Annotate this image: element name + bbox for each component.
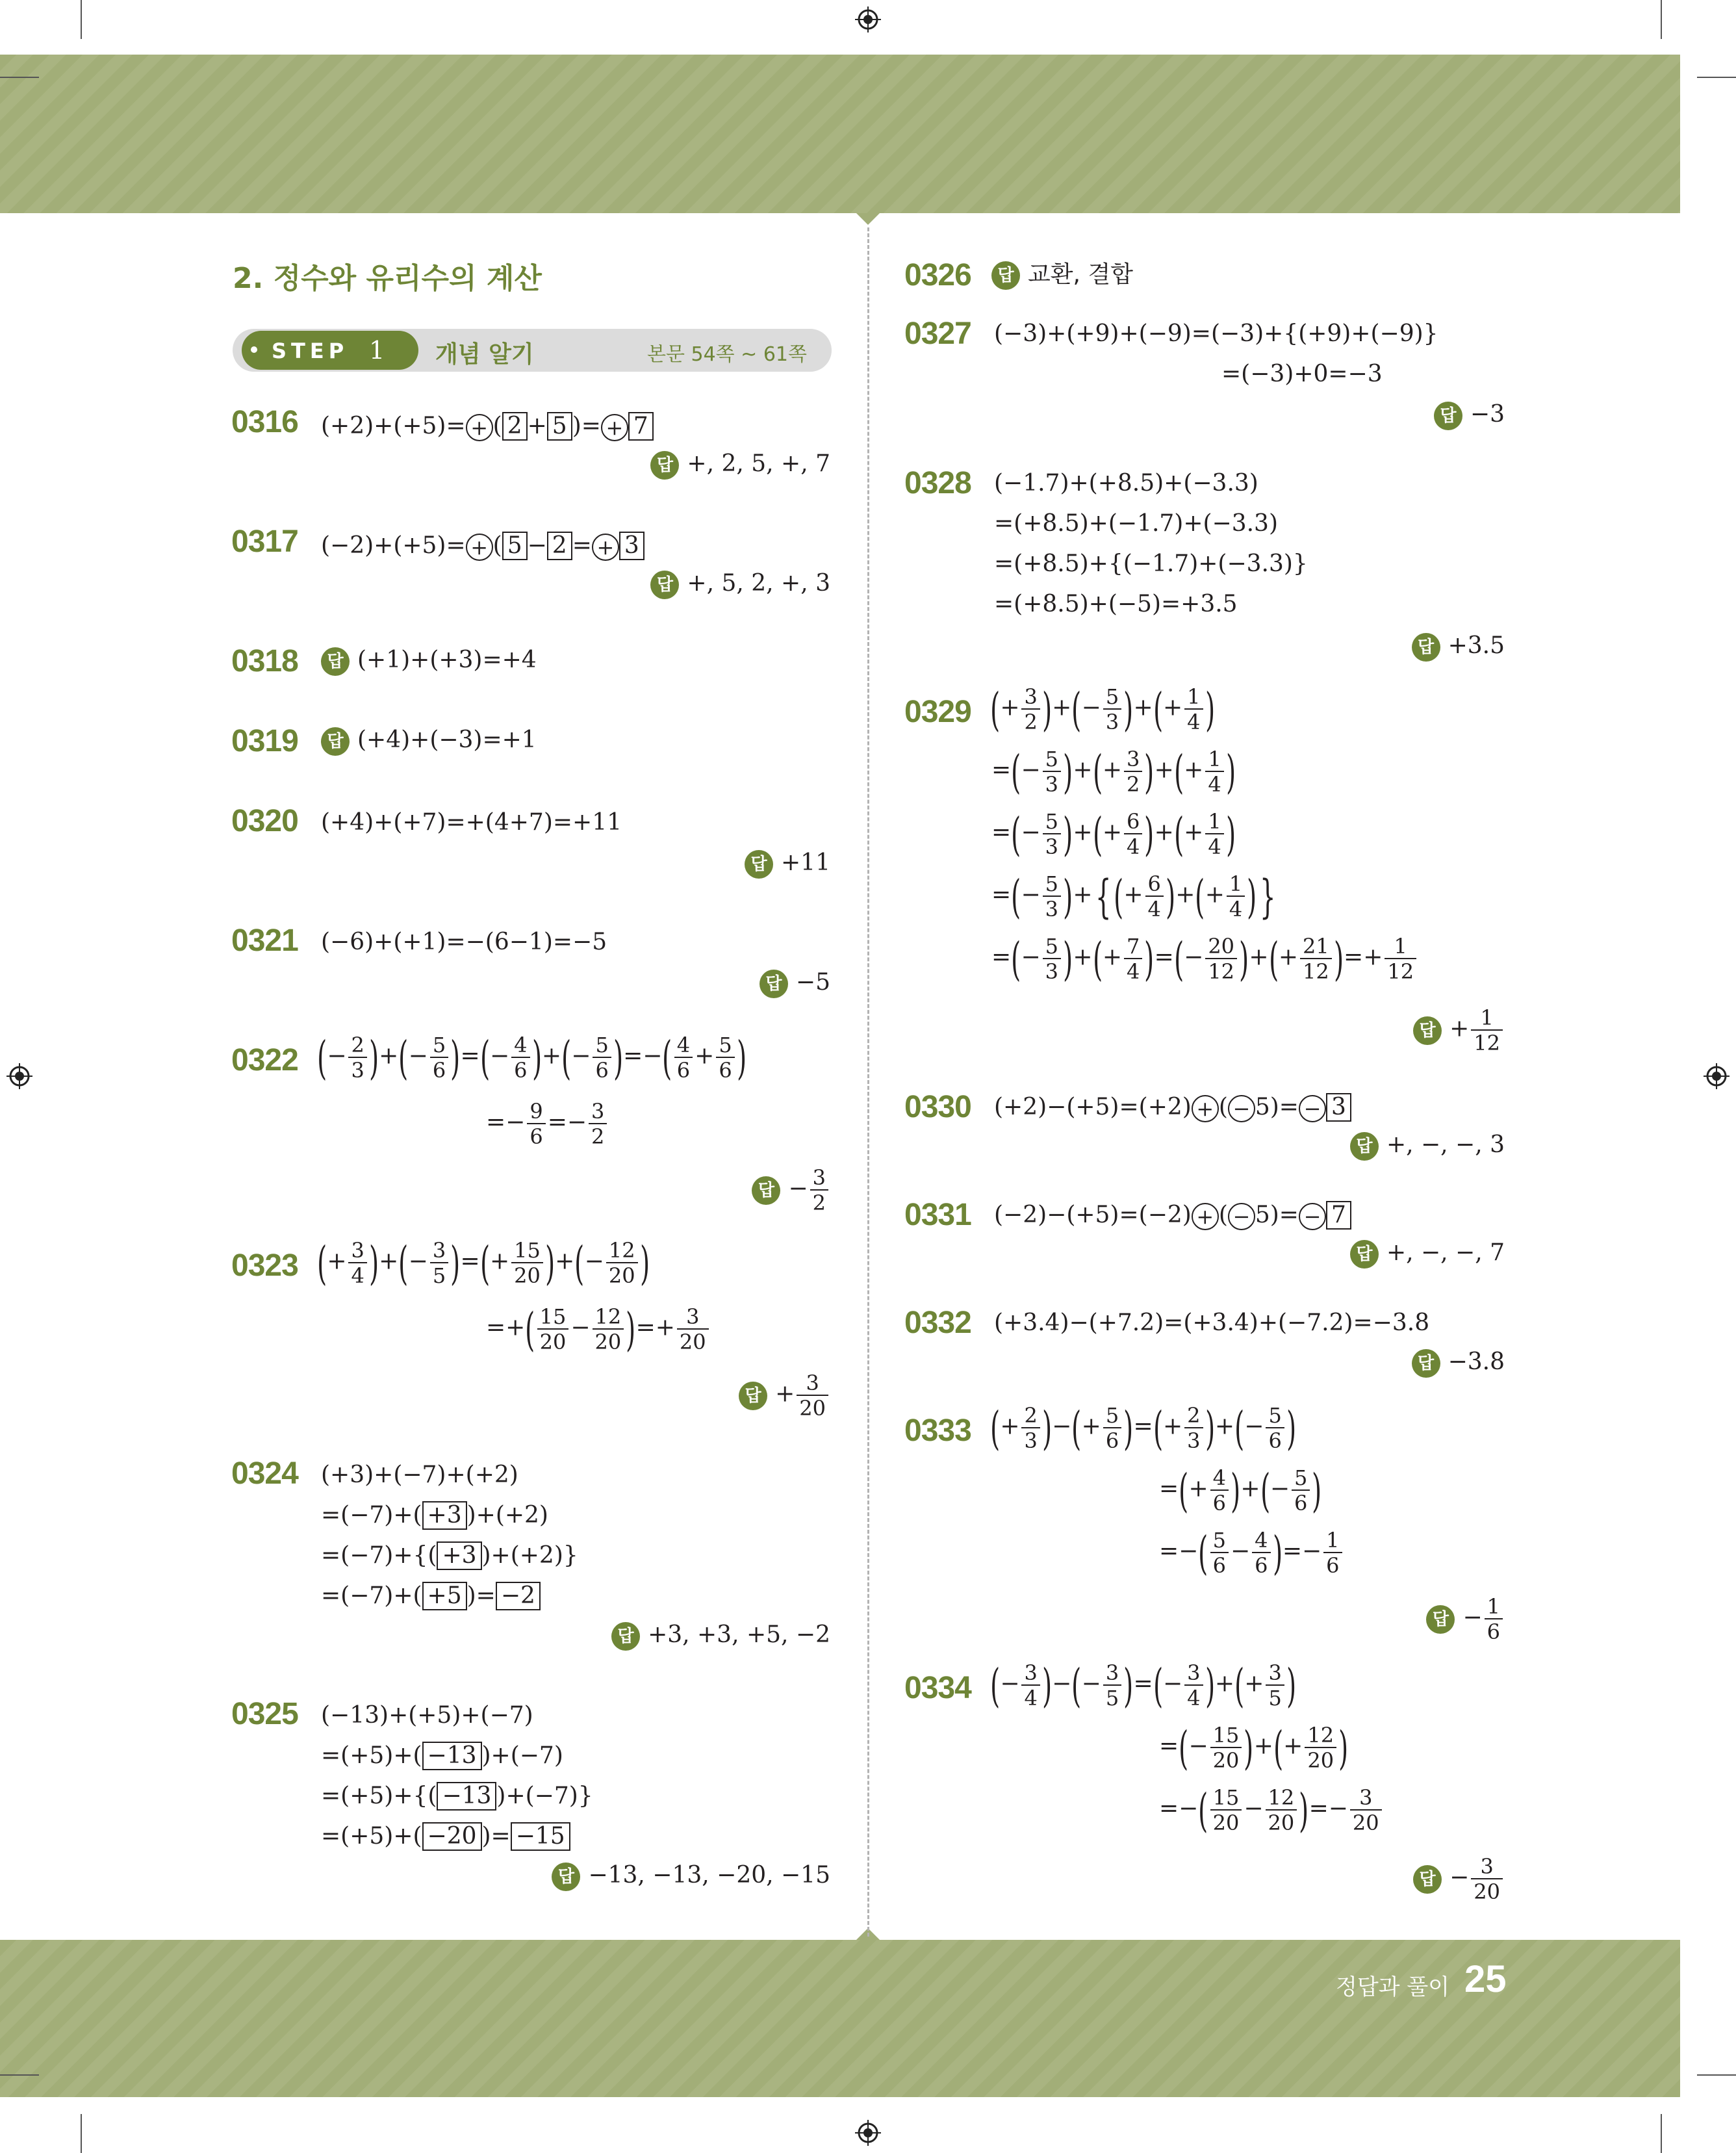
fraction: $\frac{1}{12}$ xyxy=(1471,1007,1503,1053)
solution-line: =(−3)+0=−3 xyxy=(1221,361,1383,387)
answer-badge: 답 xyxy=(611,1622,640,1651)
fraction: $\frac{1}{12}$ xyxy=(1385,936,1416,982)
fraction: $\frac{4}{6}$ xyxy=(674,1035,693,1081)
answer-line: 답 + $\frac{3}{20}$ xyxy=(739,1373,830,1419)
solution-line: (−1.7)+(+8.5)+(−3.3) xyxy=(994,470,1258,496)
step-subtitle: 개념 알기 xyxy=(435,341,534,368)
fraction: $\frac{3}{4}$ xyxy=(1184,1662,1203,1708)
problem-number: 0329 xyxy=(904,695,971,729)
solution-line: (+ $\frac{3}{4}$ )+(− $\frac{3}{5}$ )=(+ $\frac{15}{20}$ )+(− $\frac{12}{20}$ ) xyxy=(317,1236,650,1290)
fraction: $\frac{5}{6}$ xyxy=(1103,1405,1121,1451)
fraction: $\frac{3}{20}$ xyxy=(1350,1787,1382,1833)
problem-number: 0317 xyxy=(231,524,298,559)
fraction: $\frac{4}{6}$ xyxy=(511,1035,530,1081)
answer-badge: 답 xyxy=(1413,1016,1442,1045)
fraction: $\frac{2}{3}$ xyxy=(1184,1405,1203,1451)
fraction: $\frac{15}{20}$ xyxy=(537,1306,569,1352)
answer-line: 답 −13, −13, −20, −15 xyxy=(552,1863,830,1891)
fraction: $\frac{9}{6}$ xyxy=(527,1101,545,1147)
answer-badge: 답 xyxy=(1412,633,1440,662)
answer-line: 답 (+1)+(+3)=+4 xyxy=(321,647,537,676)
registration-mark-icon xyxy=(1704,1063,1730,1089)
solution-line: =−( $\frac{15}{20}$ − $\frac{12}{20}$ )=− $\frac{3}{20}$ xyxy=(1159,1787,1384,1833)
answer-box: 5 xyxy=(502,532,528,560)
fraction: $\frac{5}{6}$ xyxy=(716,1035,734,1081)
crop-mark xyxy=(81,0,82,39)
fraction: $\frac{7}{4}$ xyxy=(1124,936,1142,982)
bottom-decorative-band xyxy=(0,1940,1680,2097)
answer-badge: 답 xyxy=(991,261,1020,290)
solution-line: (− $\frac{2}{3}$ )+(− $\frac{5}{6}$ )=(− $\frac{4}{6}$ )+(− $\frac{5}{6}$ )=−( $\frac{4}{6}$ + $\frac{5}{6}$ ) xyxy=(317,1031,747,1085)
fraction: $\frac{5}{3}$ xyxy=(1103,686,1121,732)
problem-number: 0330 xyxy=(904,1090,971,1124)
fraction: $\frac{1}{6}$ xyxy=(1323,1530,1342,1576)
answer-line: 답 (+4)+(−3)=+1 xyxy=(321,727,537,756)
registration-mark-icon xyxy=(855,6,881,32)
crop-mark xyxy=(1697,2074,1736,2076)
answer-badge: 답 xyxy=(650,571,679,599)
fraction: $\frac{3}{2}$ xyxy=(589,1101,607,1147)
crop-mark xyxy=(1697,77,1736,78)
solution-line: (−13)+(+5)+(−7) xyxy=(321,1702,533,1729)
solution-line: =(− $\frac{5}{3}$ )+(+ $\frac{3}{2}$ )+(+ $\frac{1}{4}$ ) xyxy=(991,745,1236,799)
solution-line: =(− $\frac{5}{3}$ )+(+ $\frac{7}{4}$ )=(− $\frac{20}{12}$ )+(+ $\frac{21}{12}$ )=+ $\frac{1}{12}$ xyxy=(991,936,1418,982)
top-notch xyxy=(856,213,880,225)
answer-line: 답 +11 xyxy=(745,850,830,879)
solution-line: =(+5)+{( −13 )+(−7)} xyxy=(321,1783,593,1809)
problem-number: 0316 xyxy=(231,405,298,439)
solution-line: (−6)+(+1)=−(6−1)=−5 xyxy=(321,929,607,955)
answer-badge: 답 xyxy=(739,1382,767,1410)
problem-number: 0320 xyxy=(231,804,298,838)
solution-line: =(−7)+{( +3 )+(+2)} xyxy=(321,1542,578,1569)
answer-badge: 답 xyxy=(1413,1865,1442,1894)
circled-sign: + xyxy=(1192,1203,1219,1230)
answer-line: 답 −3.8 xyxy=(1412,1349,1505,1378)
problem-number: 0334 xyxy=(904,1671,971,1705)
answer-box: 2 xyxy=(502,412,528,441)
answer-line: 답 + $\frac{1}{12}$ xyxy=(1413,1007,1505,1053)
circled-sign: − xyxy=(1228,1203,1255,1230)
answer-badge: 답 xyxy=(1426,1605,1455,1634)
problem-number: 0318 xyxy=(231,644,298,678)
circled-sign: + xyxy=(601,414,628,441)
solution-line: (+ $\frac{3}{2}$ )+(− $\frac{5}{3}$ )+(+ $\frac{1}{4}$ ) xyxy=(990,682,1215,736)
fraction: $\frac{3}{20}$ xyxy=(1471,1856,1503,1902)
fraction: $\frac{1}{4}$ xyxy=(1205,749,1223,795)
circled-sign: − xyxy=(1299,1095,1326,1122)
problem-number: 0327 xyxy=(904,316,971,351)
answer-box: 3 xyxy=(1326,1093,1351,1122)
step-dot-icon xyxy=(251,346,257,353)
answer-line: 답 −5 xyxy=(760,970,830,998)
fraction: $\frac{4}{6}$ xyxy=(1210,1467,1229,1514)
answer-box: 7 xyxy=(628,412,654,441)
fraction: $\frac{5}{3}$ xyxy=(1043,811,1061,857)
fraction: $\frac{2}{3}$ xyxy=(348,1035,366,1081)
fraction: $\frac{1}{4}$ xyxy=(1184,686,1203,732)
fraction: $\frac{12}{20}$ xyxy=(593,1306,624,1352)
answer-line: 답 +, −, −, 7 xyxy=(1350,1240,1505,1269)
answer-badge: 답 xyxy=(1350,1132,1379,1161)
circled-sign: + xyxy=(466,414,493,441)
fraction: $\frac{3}{2}$ xyxy=(810,1167,828,1213)
fraction: $\frac{1}{4}$ xyxy=(1227,873,1245,920)
answer-badge: 답 xyxy=(321,647,350,676)
answer-box: +3 xyxy=(422,1501,467,1530)
answer-line: 답 +, −, −, 3 xyxy=(1350,1132,1505,1161)
crop-mark xyxy=(81,2114,82,2153)
solution-line: =(− $\frac{5}{3}$ )+(+ $\frac{6}{4}$ )+(+ $\frac{1}{4}$ ) xyxy=(991,807,1236,861)
crop-mark xyxy=(1661,0,1662,39)
fraction: $\frac{5}{6}$ xyxy=(593,1035,611,1081)
fraction: $\frac{5}{6}$ xyxy=(1292,1467,1310,1514)
solution-line: (+4)+(+7)=+(4+7)=+11 xyxy=(321,809,622,836)
fraction: $\frac{3}{5}$ xyxy=(1103,1662,1121,1708)
answer-box: −13 xyxy=(422,1742,482,1770)
fraction: $\frac{15}{20}$ xyxy=(1210,1725,1242,1771)
problem-number: 0332 xyxy=(904,1306,971,1340)
fraction: $\frac{15}{20}$ xyxy=(511,1240,543,1286)
circled-sign: − xyxy=(1299,1203,1326,1230)
fraction: $\frac{3}{5}$ xyxy=(430,1240,448,1286)
solution-line: (−2)+(+5)= + ( 5 − 2 = + 3 xyxy=(321,532,645,561)
solution-line: =(+8.5)+(−5)=+3.5 xyxy=(994,591,1238,617)
problem-number: 0321 xyxy=(231,923,298,958)
answer-box: +5 xyxy=(422,1582,467,1610)
fraction: $\frac{6}{4}$ xyxy=(1145,873,1164,920)
crop-mark xyxy=(1661,2114,1662,2153)
answer-line: 답 − $\frac{3}{2}$ xyxy=(752,1167,830,1213)
problem-number: 0325 xyxy=(231,1697,298,1731)
fraction: $\frac{15}{20}$ xyxy=(1210,1787,1242,1833)
answer-box: −2 xyxy=(496,1582,541,1610)
answer-badge: 답 xyxy=(552,1863,580,1891)
circled-sign: − xyxy=(1228,1095,1255,1122)
fraction: $\frac{6}{4}$ xyxy=(1124,811,1142,857)
solution-line: =(+8.5)+{(−1.7)+(−3.3)} xyxy=(994,550,1308,577)
solution-line: (+ $\frac{2}{3}$ )−(+ $\frac{5}{6}$ )=(+ $\frac{2}{3}$ )+(− $\frac{5}{6}$ ) xyxy=(990,1401,1296,1455)
answer-badge: 답 xyxy=(650,451,679,480)
top-decorative-band xyxy=(0,55,1680,213)
answer-box: −20 xyxy=(422,1822,482,1851)
fraction: $\frac{3}{5}$ xyxy=(1266,1662,1284,1708)
answer-line: 답 +, 2, 5, +, 7 xyxy=(650,451,830,480)
answer-line: 답 − $\frac{3}{20}$ xyxy=(1413,1856,1505,1902)
fraction: $\frac{3}{2}$ xyxy=(1021,686,1040,732)
step-page-reference: 본문 54쪽 ~ 61쪽 xyxy=(646,343,807,366)
page-number: 25 xyxy=(1464,1958,1507,2000)
answer-line: 답 +3, +3, +5, −2 xyxy=(611,1622,830,1651)
problem-number: 0324 xyxy=(231,1456,298,1491)
answer-badge: 답 xyxy=(760,970,788,998)
problem-number: 0333 xyxy=(904,1413,971,1448)
solution-line: =(− $\frac{5}{3}$ )+{(+ $\frac{6}{4}$ )+(+ $\frac{1}{4}$ )} xyxy=(991,870,1276,923)
answer-badge: 답 xyxy=(1434,402,1462,430)
solution-line: =(−7)+( +3 )+(+2) xyxy=(321,1502,548,1528)
fraction: $\frac{3}{20}$ xyxy=(677,1306,709,1352)
solution-line: =− $\frac{9}{6}$ =− $\frac{3}{2}$ xyxy=(486,1101,609,1147)
fraction: $\frac{3}{4}$ xyxy=(348,1240,366,1286)
solution-line: =(+5)+( −13 )+(−7) xyxy=(321,1742,563,1769)
circled-sign: + xyxy=(466,534,493,561)
fraction: $\frac{1}{6}$ xyxy=(1485,1596,1503,1642)
solution-line: (−3)+(+9)+(−9)=(−3)+{(+9)+(−9)} xyxy=(994,320,1438,347)
crop-mark xyxy=(0,2074,39,2076)
solution-line: (− $\frac{3}{4}$ )−(− $\frac{3}{5}$ )=(− $\frac{3}{4}$ )+(+ $\frac{3}{5}$ ) xyxy=(990,1658,1296,1712)
solution-line: (−2)−(+5)=(−2) + ( − 5)= − 7 xyxy=(994,1201,1351,1230)
answer-box: 3 xyxy=(619,532,645,560)
answer-line: 답 교환, 결합 xyxy=(991,261,1133,290)
column-divider xyxy=(867,227,869,1937)
fraction: $\frac{20}{12}$ xyxy=(1205,936,1237,982)
circled-sign: + xyxy=(1192,1095,1219,1122)
registration-mark-icon xyxy=(6,1063,32,1089)
problem-number: 0331 xyxy=(904,1198,971,1232)
problem-number: 0326 xyxy=(904,258,971,292)
answer-badge: 답 xyxy=(1350,1240,1379,1269)
answer-box: −13 xyxy=(437,1782,496,1811)
problem-number: 0319 xyxy=(231,724,298,758)
solution-line: (+2)−(+5)=(+2) + ( − 5)= − 3 xyxy=(994,1093,1351,1122)
fraction: $\frac{1}{4}$ xyxy=(1205,811,1223,857)
answer-box: +3 xyxy=(437,1541,481,1570)
answer-badge: 답 xyxy=(321,727,350,756)
fraction: $\frac{5}{6}$ xyxy=(1210,1530,1229,1576)
answer-box: 7 xyxy=(1326,1201,1351,1230)
fraction: $\frac{3}{20}$ xyxy=(797,1373,828,1419)
solution-line: (+2)+(+5)= + ( 2 + 5 )= + 7 xyxy=(321,412,654,441)
circled-sign: + xyxy=(592,534,619,561)
registration-mark-icon xyxy=(855,2120,881,2146)
section-title: 2. 정수와 유리수의 계산 xyxy=(233,262,542,295)
fraction: $\frac{5}{6}$ xyxy=(1266,1405,1284,1451)
problem-number: 0328 xyxy=(904,466,971,500)
solution-line: =+( $\frac{15}{20}$ − $\frac{12}{20}$ )=+ $\frac{3}{20}$ xyxy=(486,1306,711,1352)
answer-box: 2 xyxy=(547,532,572,560)
solution-line: (+3.4)−(+7.2)=(+3.4)+(−7.2)=−3.8 xyxy=(994,1309,1430,1336)
answer-box: 5 xyxy=(547,412,572,441)
footer-label: 정답과 풀이 xyxy=(1336,1974,1450,2000)
answer-line: 답 − $\frac{1}{6}$ xyxy=(1426,1596,1505,1642)
fraction: $\frac{12}{20}$ xyxy=(1266,1787,1297,1833)
crop-mark xyxy=(0,77,39,78)
fraction: $\frac{5}{3}$ xyxy=(1043,749,1061,795)
answer-box: −15 xyxy=(511,1822,570,1851)
step-number: 1 xyxy=(369,336,385,365)
fraction: $\frac{21}{12}$ xyxy=(1300,936,1332,982)
step-banner xyxy=(233,329,832,372)
answer-line: 답 +, 5, 2, +, 3 xyxy=(650,571,830,599)
step-label-badge xyxy=(242,331,418,370)
fraction: $\frac{4}{6}$ xyxy=(1252,1530,1270,1576)
fraction: $\frac{5}{3}$ xyxy=(1043,873,1061,920)
answer-badge: 답 xyxy=(745,850,773,879)
fraction: $\frac{5}{6}$ xyxy=(430,1035,448,1081)
problem-number: 0323 xyxy=(231,1248,298,1283)
fraction: $\frac{3}{4}$ xyxy=(1021,1662,1040,1708)
solution-line: =(− $\frac{15}{20}$ )+(+ $\frac{12}{20}$ ) xyxy=(1159,1721,1349,1775)
step-pill xyxy=(242,331,648,370)
solution-line: =(−7)+( +5 )= −2 xyxy=(321,1582,541,1610)
answer-badge: 답 xyxy=(1412,1349,1440,1378)
fraction: $\frac{3}{2}$ xyxy=(1124,749,1142,795)
solution-line: =−( $\frac{5}{6}$ − $\frac{4}{6}$ )=− $\frac{1}{6}$ xyxy=(1159,1530,1344,1576)
answer-line: 답 −3 xyxy=(1434,402,1505,430)
solution-line: =(+8.5)+(−1.7)+(−3.3) xyxy=(994,510,1279,537)
problem-number: 0322 xyxy=(231,1043,298,1077)
answer-line: 답 +3.5 xyxy=(1412,633,1505,662)
fraction: $\frac{12}{20}$ xyxy=(1305,1725,1336,1771)
fraction: $\frac{12}{20}$ xyxy=(606,1240,638,1286)
solution-line: =(+ $\frac{4}{6}$ )+(− $\frac{5}{6}$ ) xyxy=(1159,1463,1322,1517)
step-word: STEP xyxy=(272,339,349,363)
solution-line: =(+5)+( −20 )= −15 xyxy=(321,1822,570,1851)
solution-line: (+3)+(−7)+(+2) xyxy=(321,1462,518,1488)
answer-badge: 답 xyxy=(752,1176,780,1205)
fraction: $\frac{5}{3}$ xyxy=(1043,936,1061,982)
fraction: $\frac{2}{3}$ xyxy=(1021,1405,1040,1451)
